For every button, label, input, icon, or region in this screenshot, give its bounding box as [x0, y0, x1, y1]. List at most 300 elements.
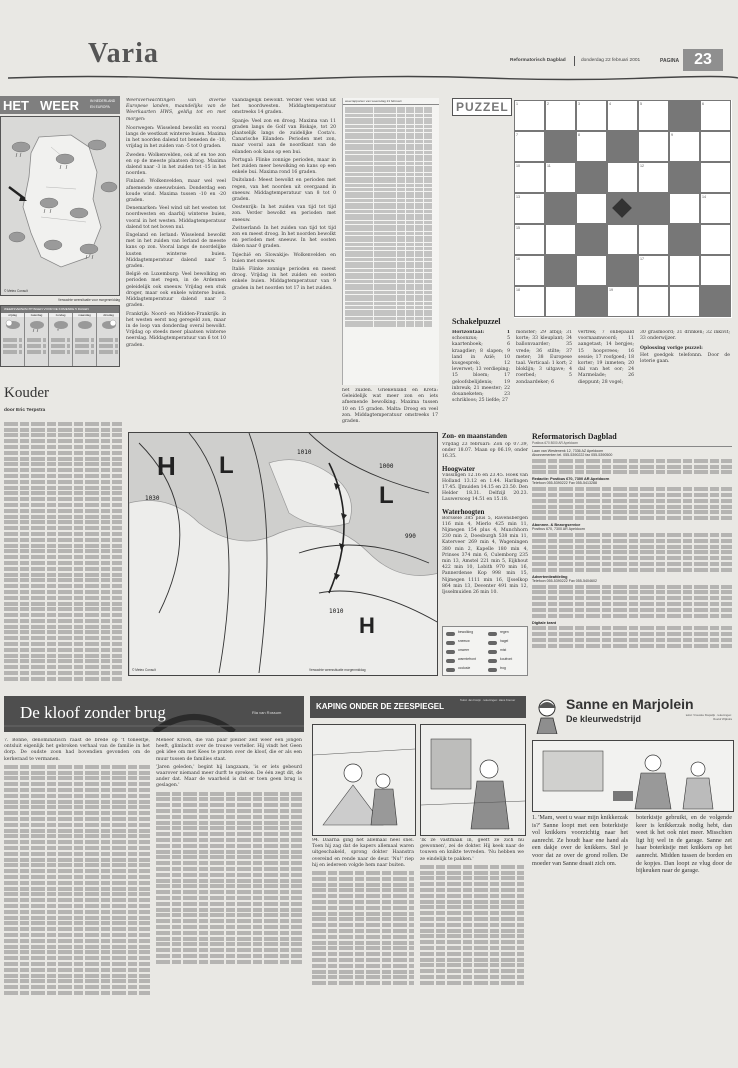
weather-table-cell	[415, 158, 423, 161]
crossword-cell[interactable]	[514, 286, 545, 317]
weather-table-cell	[424, 254, 432, 257]
isobar-label: 990	[405, 533, 416, 540]
weather-table-cell	[406, 140, 414, 143]
weather-table-cell	[424, 276, 432, 279]
weather-table-cell	[397, 310, 405, 313]
crossword-block	[607, 131, 638, 162]
weather-table-cell	[345, 217, 373, 220]
weather-table-cell	[397, 114, 405, 117]
weather-table-cell	[406, 306, 414, 309]
weather-table-cell	[374, 199, 396, 202]
europe-paragraph: Zwitserland: In het zuiden van tijd tot tijd zon en meest droog. In het noorden bewolkt en perioden met sneeuw. In het oosten dalen naar 0 graden.	[232, 225, 336, 250]
weather-table-cell	[397, 133, 405, 136]
weather-table-cell	[345, 287, 373, 290]
weather-table-row	[345, 206, 437, 210]
weather-table-cell	[374, 262, 396, 265]
forecast-day	[49, 313, 73, 367]
waterhoogten-text: Borssele 385 plus 5, Ravensbergen 116 min 4, Mierlo 425 min 11, Nijmegen 154 plus 4, Munchhorn 230 min 2, Doesburgh 538 min 11, Katerveer 269 min 4, Wageningen 380 min 2, Kapelle 180 min 4, Prinses 374 min 6, Culemborg 235 min 13, Amstel 221 min 5, Eijkhout 422 min 10, Lobith 970 min 16, Pannerdense Kop 998 min 15, Nijmegen 1111 min 16, IJsselkop 864 min 13, Deventer 491 min 12, Ijsselmuiden 26 min 10.	[442, 515, 528, 596]
weather-table-cell	[415, 114, 423, 117]
crossword-cell[interactable]	[607, 100, 638, 131]
weather-table-cell	[397, 262, 405, 265]
weather-table-row	[345, 191, 437, 195]
weather-table-cell	[345, 317, 373, 320]
crossword-cell[interactable]	[638, 162, 669, 193]
weather-table-cell	[415, 144, 423, 147]
crossword-cell[interactable]	[514, 255, 545, 286]
weather-table-row	[345, 172, 437, 176]
weather-banner	[0, 96, 120, 114]
weather-table-cell	[397, 188, 405, 191]
crossword-block	[545, 193, 576, 224]
crossword-block	[700, 286, 731, 317]
weather-table-row	[345, 242, 437, 246]
crossword-cell[interactable]	[638, 224, 669, 255]
weather-table-row	[345, 169, 437, 173]
weather-table-cell	[415, 269, 423, 272]
weather-table-row	[345, 265, 437, 269]
weather-table-cell	[406, 324, 414, 327]
crossword-cell[interactable]	[514, 224, 545, 255]
crossword-cell[interactable]	[669, 255, 700, 286]
crossword-number: 7	[516, 133, 518, 137]
weather-table-cell	[406, 177, 414, 180]
weather-table-cell	[415, 313, 423, 316]
weather-table-row	[345, 316, 437, 320]
crossword-cell[interactable]	[545, 224, 576, 255]
colophon-line: Redactie: Postbus 670, 7300 AR Apeldoorn	[532, 477, 610, 482]
weather-table-cell	[415, 125, 423, 128]
weather-table-cell	[345, 140, 373, 143]
europe-paragraph: Tsjechië en Slowakije: Wolkenvelden en buien met sneeuw.	[232, 252, 336, 264]
weather-table-cell	[397, 287, 405, 290]
legend-symbol-icon	[446, 668, 455, 672]
weather-table-cell	[345, 110, 373, 113]
crossword-cell[interactable]	[638, 286, 669, 317]
legend-item	[488, 630, 528, 638]
weather-table-cell	[424, 287, 432, 290]
weather-table-cell	[397, 291, 405, 294]
legend-item	[488, 639, 528, 647]
crossword-number: 2	[547, 102, 549, 106]
weather-table-cell	[374, 162, 396, 165]
weather-table-cell	[397, 225, 405, 228]
weather-table-cell	[374, 188, 396, 191]
weather-table-cell	[424, 140, 432, 143]
crossword-cell[interactable]	[545, 100, 576, 131]
weather-table-rows	[343, 105, 439, 328]
legend-symbol-icon	[446, 632, 455, 636]
weather-table-row	[345, 187, 437, 191]
weather-table-cell	[374, 295, 396, 298]
weather-table-cell	[415, 247, 423, 250]
crossword-cell[interactable]	[700, 131, 731, 162]
weather-table-cell	[406, 298, 414, 301]
weather-table-cell	[345, 173, 373, 176]
weather-table-cell	[397, 180, 405, 183]
weather-table-row	[345, 294, 437, 298]
crossword-cell[interactable]	[514, 131, 545, 162]
legend-label: occlusie	[458, 666, 471, 670]
weather-banner-weer: WEER	[40, 98, 79, 113]
europe-paragraph: Duitsland: Meest bewolkt en perioden met regen, van het noorden uit overgaand in sneeuw. Middagtemperatuur van 8 tot 0 graden.	[232, 178, 336, 203]
weather-table-cell	[415, 232, 423, 235]
weather-table-cell	[397, 324, 405, 327]
legend-item	[446, 639, 486, 647]
strip-banner	[310, 696, 526, 718]
weather-table-cell	[406, 295, 414, 298]
crossword-cell[interactable]	[700, 100, 731, 131]
europe-intro: Weersverwachtingen van diverse Europese landen, maandelijks van de Weerkaarten HWS, geldig tot en met morgen:	[126, 98, 226, 122]
header-date: donderdag 22 februari 2001	[581, 58, 641, 63]
weather-table-row	[345, 195, 437, 199]
weather-table-row	[345, 324, 437, 328]
weather-table-cell	[345, 284, 373, 287]
weather-table-cell	[374, 203, 396, 206]
weather-table-cell	[406, 184, 414, 187]
europe-paragraph: Noorwegen: Wisselend bewolkt en vooral langs de westkust winterse buien. Maxima in het noorden dalend tot beneden de -10, vrijdag in het zuiden van -5 tot 0 graden.	[126, 125, 226, 150]
legend-symbol-icon	[488, 668, 497, 672]
weather-table-cell	[374, 210, 396, 213]
weather-table-cell	[415, 317, 423, 320]
weather-table-cell	[397, 158, 405, 161]
crossword-cell[interactable]	[638, 131, 669, 162]
legend-symbol-icon	[488, 632, 497, 636]
weather-table-cell	[374, 118, 396, 121]
weather-table-cell	[415, 173, 423, 176]
weather-table-cell	[397, 228, 405, 231]
weather-table-cell	[424, 214, 432, 217]
crossword-cell[interactable]	[700, 193, 731, 224]
weather-table-cell	[415, 140, 423, 143]
weather-table-cell	[424, 247, 432, 250]
colophon-line: Advertentieafdeling	[532, 574, 568, 579]
crossword-cell[interactable]	[576, 255, 607, 286]
weather-table-cell	[345, 321, 373, 324]
crossword-cell[interactable]	[514, 193, 545, 224]
header-wave	[8, 66, 738, 70]
weather-table-cell	[345, 254, 373, 257]
crossword-number: 8	[578, 133, 580, 137]
weather-table-cell	[415, 206, 423, 209]
weather-table-cell	[374, 158, 396, 161]
weather-table-row	[345, 246, 437, 250]
weather-table-cell	[345, 225, 373, 228]
weather-table-cell	[424, 188, 432, 191]
weather-table-cell	[415, 199, 423, 202]
sanne-illustration	[532, 740, 734, 812]
weather-table-cell	[397, 239, 405, 242]
weather-table-cell	[406, 321, 414, 324]
weather-table-cell	[345, 107, 373, 110]
weather-table-row	[345, 150, 437, 154]
weather-table-cell	[406, 107, 414, 110]
crossword-cell[interactable]	[576, 131, 607, 162]
crossword-cell[interactable]	[545, 286, 576, 317]
weather-byline: door Eric Terpstra	[4, 408, 46, 413]
weather-table-cell	[374, 284, 396, 287]
weather-table-cell	[415, 121, 423, 124]
weather-table-cell	[374, 232, 396, 235]
weather-table-cell	[397, 221, 405, 224]
weather-table-cell	[397, 251, 405, 254]
hoogwater-text: Vlissingen 12.16 en 23.45. Hoek van Holland 13.12 en 1.44. Harlingen 17.45. IJmuiden 14.15 en 23.50. Den Helder 18.31. Delfzijl 20.23. Lauwersoog 14.51 en 15.18.	[442, 472, 528, 503]
story-byline: Ria van Rossum	[252, 710, 282, 715]
weather-table-cell	[374, 136, 396, 139]
weather-table-row	[345, 209, 437, 213]
weather-table-cell	[345, 324, 373, 327]
girl-icon	[532, 698, 562, 734]
weather-table-cell	[397, 232, 405, 235]
weather-table-cell	[406, 133, 414, 136]
weather-table-row	[345, 228, 437, 232]
crossword-cell[interactable]	[576, 193, 607, 224]
weather-table-cell	[424, 280, 432, 283]
strip-paragraph: 'Ik ze vastmaak in, geeft ze zich nu gewonnen', zei de dokter. Hij keek naar de touwen en knikte tevreden. 'Nu hebben we ze eindelijk te pakken.'	[420, 838, 524, 862]
crossword-cell[interactable]	[514, 100, 545, 131]
crossword-block	[669, 162, 700, 193]
svg-text:*: *	[57, 328, 59, 332]
isobar-label: 1010	[329, 608, 344, 615]
weather-table-cell	[415, 236, 423, 239]
weather-table-cell	[345, 258, 373, 261]
weather-table-cell	[374, 306, 396, 309]
weather-table-cell	[374, 269, 396, 272]
weather-table-cell	[406, 313, 414, 316]
weather-table-cell	[406, 166, 414, 169]
crossword-number: 13	[516, 195, 520, 199]
weather-table-cell	[424, 203, 432, 206]
weather-table-cell	[397, 269, 405, 272]
weather-banner-sub1: IN NEDERLAND	[90, 99, 116, 103]
weather-table-cell	[424, 221, 432, 224]
weather-table-row	[345, 298, 437, 302]
weather-table-cell	[424, 125, 432, 128]
weather-table-cell	[424, 180, 432, 183]
weather-table-row	[345, 113, 437, 117]
crossword-cell[interactable]	[700, 224, 731, 255]
crossword-cell[interactable]	[669, 131, 700, 162]
weather-table-cell	[424, 158, 432, 161]
weather-table-cell	[406, 203, 414, 206]
weather-table-cell	[415, 291, 423, 294]
weather-table-cell	[406, 158, 414, 161]
tides-box	[442, 432, 528, 622]
weather-table-cell	[345, 125, 373, 128]
crossword-cell[interactable]	[700, 162, 731, 193]
weather-table-cell	[415, 177, 423, 180]
weather-table-cell	[374, 228, 396, 231]
weather-table-cell	[424, 225, 432, 228]
weather-table-cell	[406, 151, 414, 154]
colophon-line: Digitale krant	[532, 620, 557, 625]
weather-table-cell	[424, 129, 432, 132]
weather-table-row	[345, 220, 437, 224]
weather-table-cell	[345, 158, 373, 161]
weather-table-cell	[424, 324, 432, 327]
weather-table-row	[345, 124, 437, 128]
weather-table-row	[345, 235, 437, 239]
weather-table-cell	[406, 239, 414, 242]
legend-item	[446, 666, 486, 674]
weather-table-cell	[374, 298, 396, 301]
weather-table-cell	[345, 236, 373, 239]
colophon-line: Telefoon 055-5390222 Fax 055-5413288	[532, 481, 597, 486]
big-map-credit-left: © Meteo Consult	[132, 668, 156, 672]
weather-table-cell	[397, 295, 405, 298]
legend-item	[446, 630, 486, 638]
forecast-day	[73, 313, 97, 367]
sanne-credit: tekst: Vrouwke Klapwijk · tekeningen: Roelof Wijkstra	[685, 713, 732, 721]
weather-table-cell	[345, 306, 373, 309]
weather-table-cell	[397, 155, 405, 158]
weather-table-cell	[406, 118, 414, 121]
crossword-cell[interactable]	[638, 100, 669, 131]
weather-table-cell	[424, 295, 432, 298]
weather-table-row	[345, 231, 437, 235]
weather-table-cell	[424, 273, 432, 276]
weather-table-cell	[415, 214, 423, 217]
crossword-number: 16	[516, 257, 520, 261]
weather-table-row	[345, 301, 437, 305]
weather-table-cell	[424, 251, 432, 254]
crossword-block	[638, 193, 669, 224]
weather-table-cell	[345, 136, 373, 139]
crossword-number: 17	[640, 257, 644, 261]
weather-table-cell	[397, 203, 405, 206]
story-col2	[156, 738, 302, 1060]
weather-table-cell	[345, 203, 373, 206]
weather-table-cell	[415, 184, 423, 187]
legend-label: koufront	[500, 657, 513, 661]
sanne-subtitle: De kleurwedstrijd	[566, 714, 642, 724]
weather-table-cell	[415, 239, 423, 242]
weather-table-row	[345, 217, 437, 221]
legend-symbol-icon	[488, 650, 497, 654]
weather-table-cell	[397, 258, 405, 261]
weather-banner-het: HET	[3, 98, 29, 113]
weather-table-row	[345, 110, 437, 114]
weather-table-cell	[406, 206, 414, 209]
weather-table-cell	[397, 298, 405, 301]
weather-table-cell	[406, 232, 414, 235]
weather-table-cell	[397, 273, 405, 276]
weather-table-cell	[374, 273, 396, 276]
weather-table-cell	[406, 225, 414, 228]
weather-table-cell	[345, 239, 373, 242]
europe-paragraph: Italië: Flinke zonnige perioden en meest droog. Vrijdag in het zuiden en oosten enkele buien. Middagtemperatuur van 9 graden in het noorden tot 17 in het zuiden.	[232, 267, 336, 291]
crossword-cell[interactable]	[669, 286, 700, 317]
weather-table-cell	[424, 317, 432, 320]
crossword-cell[interactable]	[669, 193, 700, 224]
weather-table-cell	[415, 280, 423, 283]
weather-table-cell	[345, 302, 373, 305]
weather-heading: Kouder	[4, 385, 49, 401]
europe-paragraph: Denemarken: Veel wind uit het westen tot noordwesten en daarbij winterse buien, vooral in het westen. Middagtemperatuur dalend tot net boven nul.	[126, 206, 226, 230]
weather-table-cell	[397, 107, 405, 110]
legend-label: regen	[500, 630, 509, 634]
legend-label: hagel	[500, 639, 509, 643]
weather-table-cell	[374, 206, 396, 209]
colophon	[532, 432, 732, 676]
weather-table-cell	[415, 265, 423, 268]
weather-table-row	[345, 176, 437, 180]
crossword-cell[interactable]	[700, 255, 731, 286]
weather-table-cell	[397, 118, 405, 121]
weather-table-cell	[415, 217, 423, 220]
weather-table-row	[345, 309, 437, 313]
weather-table-cell	[406, 228, 414, 231]
legend-label: sneeuw	[458, 639, 470, 643]
weather-table-cell	[345, 199, 373, 202]
weather-table-cell	[415, 188, 423, 191]
weather-table-cell	[415, 276, 423, 279]
weather-table-cell	[374, 192, 396, 195]
weather-table-cell	[424, 291, 432, 294]
forecast-day	[25, 313, 49, 367]
weather-table-cell	[415, 321, 423, 324]
weather-table-cell	[424, 236, 432, 239]
legend-symbol-icon	[488, 641, 497, 645]
weather-table-cell	[397, 317, 405, 320]
crossword-number: 6	[702, 102, 704, 106]
weather-table-cell	[374, 287, 396, 290]
legend-item	[446, 648, 486, 656]
crossword-cell[interactable]	[607, 224, 638, 255]
weather-table-cell	[415, 180, 423, 183]
crossword-cell[interactable]	[545, 162, 576, 193]
weather-table-cell	[374, 247, 396, 250]
forecast-strip-title: WEERSVERWACHTINGEN VOOR DE KOMENDE 5 DAGEN	[1, 306, 119, 313]
weather-table-cell	[345, 251, 373, 254]
weather-table-cell	[397, 236, 405, 239]
weather-table-cell	[345, 210, 373, 213]
weather-table-cell	[424, 210, 432, 213]
crossword-cell[interactable]	[607, 286, 638, 317]
crossword-cell[interactable]	[576, 100, 607, 131]
weather-table-cell	[406, 180, 414, 183]
weather-table-cell	[345, 247, 373, 250]
weather-article-body	[4, 420, 122, 728]
crossword-cell[interactable]	[514, 162, 545, 193]
colophon-line: Abonnee- & Bezorgservice	[532, 523, 581, 528]
crossword-block	[576, 286, 607, 317]
weather-table-row	[345, 261, 437, 265]
weather-table-cell	[397, 177, 405, 180]
big-map-credit-right: Verwachte weerssituatie morgenmiddag	[309, 668, 366, 672]
weather-table-cell	[397, 169, 405, 172]
weather-table-cell	[415, 262, 423, 265]
crossword-cell[interactable]	[638, 255, 669, 286]
colophon-address: Postbus 670 8000 AR Apeldoorn	[532, 441, 732, 447]
crossword-number: 4	[609, 102, 611, 106]
weather-table-cell	[374, 125, 396, 128]
crossword-cell[interactable]	[607, 162, 638, 193]
weather-table-cell	[424, 302, 432, 305]
europe-paragraph: Finland: Wolkenvelden, maar wel veel afnemende sneeuwbuien. Donderdag een koude wind. Maxima tussen -10 en -20 graden.	[126, 179, 226, 204]
weather-table-cell	[406, 155, 414, 158]
weather-table-cell	[415, 306, 423, 309]
weather-table-row	[345, 117, 437, 121]
weather-table-cell	[406, 214, 414, 217]
weather-table-cell	[374, 236, 396, 239]
weather-table-cell	[415, 298, 423, 301]
weather-table-cell	[424, 284, 432, 287]
weather-table	[342, 98, 439, 385]
forecast-day-name: maandag	[73, 313, 96, 317]
weather-table-row	[345, 250, 437, 254]
weather-table-cell	[406, 262, 414, 265]
weather-table-cell	[345, 118, 373, 121]
